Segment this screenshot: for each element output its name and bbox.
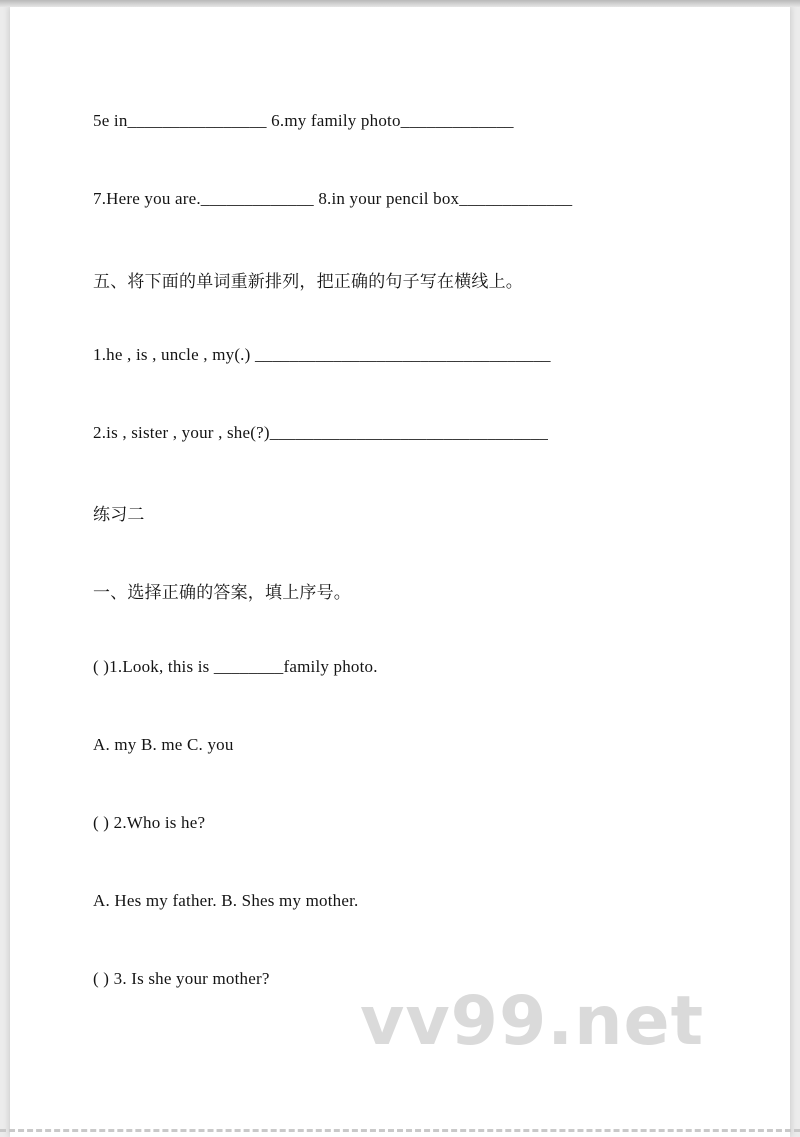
text-line: ( ) 2.Who is he? — [93, 813, 206, 832]
page-top-edge-shadow — [0, 0, 800, 7]
perforation-line — [0, 1129, 800, 1132]
text-line: 2.is , sister , your , she(?)________________________________ — [93, 423, 549, 442]
watermark: vv99.net — [360, 982, 705, 1061]
text-line: ( )1.Look, this is ________family photo. — [93, 657, 378, 676]
document-page — [10, 6, 790, 1137]
text-line: 5e in________________ 6.my family photo_____________ — [93, 111, 514, 130]
text-line: A. my B. me C. you — [93, 735, 234, 754]
text-line: 1.he , is , uncle , my(.) __________________________________ — [93, 345, 551, 364]
text-line: 五、将下面的单词重新排列，把正确的句子写在横线上。 — [93, 272, 523, 291]
text-line: 一、选择正确的答案，填上序号。 — [93, 583, 351, 602]
text-line: A. Hes my father. B. Shes my mother. — [93, 891, 359, 910]
text-line: 7.Here you are._____________ 8.in your pencil box_____________ — [93, 189, 573, 208]
section-title: 练习二 — [93, 505, 145, 524]
text-line: ( ) 3. Is she your mother? — [93, 969, 270, 988]
